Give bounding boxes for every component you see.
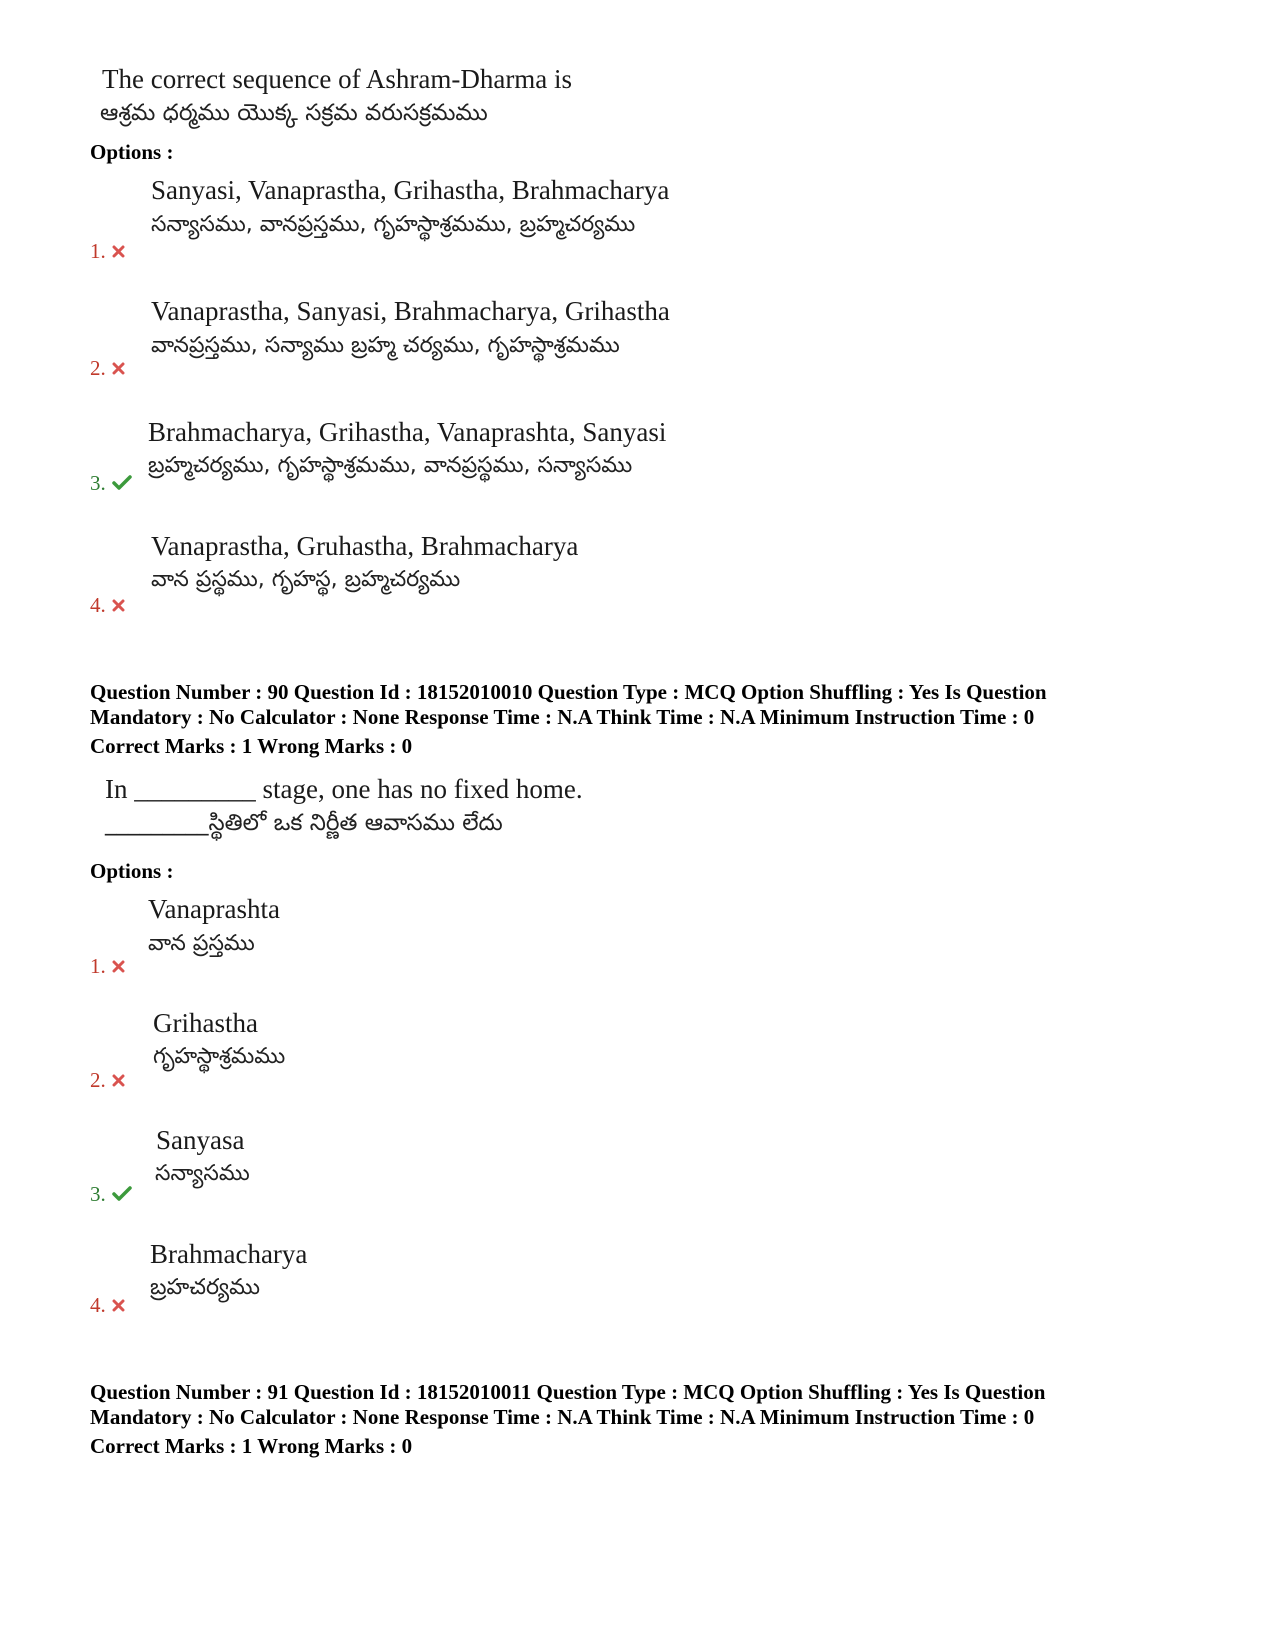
option-number: 1. [90,239,106,263]
option-text-te: వాన ప్రస్థము, గృహస్థ, బ్రహ్మచర్యము [151,567,461,592]
option-text-en: Sanyasi, Vanaprastha, Grihastha, Brahmacharya [151,175,670,205]
option-text-en: Vanaprastha, Sanyasi, Brahmacharya, Grihastha [151,296,670,326]
option-number: 4. [90,1293,106,1317]
options-label: Options : [90,859,174,883]
question-meta-line: Mandatory : No Calculator : None Response Time : N.A Think Time : N.A Minimum Instruction Time : 0 [90,1405,1035,1429]
option-number-correct [90,471,132,496]
option-number-correct [90,1182,132,1207]
option-text-te: వానప్రస్తము, సన్యాము బ్రహ్మ చర్యము, గృహస్థాశ్రమము [151,333,620,358]
question-meta [90,1380,1045,1459]
option-text-en: Vanaprashta [148,894,280,924]
option-text-en: Grihastha [153,1008,258,1038]
option-number: 3. [90,1182,106,1206]
question-meta-line: Question Number : 90 Question Id : 18152010010 Question Type : MCQ Option Shuffling : Yes Is Question [90,680,1047,704]
option-number: 4. [90,593,106,617]
check-icon [112,1182,132,1207]
option-number: 2. [90,1068,106,1092]
cross-icon [112,1293,125,1318]
question-meta-line: Question Number : 91 Question Id : 18152010011 Question Type : MCQ Option Shuffling : Yes Is Question [90,1380,1046,1404]
question-meta-line: Mandatory : No Calculator : None Response Time : N.A Think Time : N.A Minimum Instruction Time : 0 [90,705,1035,729]
option-number: 1. [90,954,106,978]
option-text-te: వాన ప్రస్తము [148,931,255,956]
question-89-text-en: The correct sequence of Ashram-Dharma is [102,64,573,94]
question-90-text-te: _________స్థితిలో ఒక నిర్ణీత ఆవాసము లేదు [105,810,503,836]
option-text-te: సన్యాసము [155,1161,250,1186]
option-number-wrong [90,356,125,381]
option-text-en: Vanaprastha, Gruhastha, Brahmacharya [151,531,579,561]
cross-icon [112,1068,125,1093]
question-89-text-te: ఆశ్రమ ధర్మము యొక్క సక్రమ వరుసక్రమము [100,100,488,126]
option-text-te: బ్రహచర్యము [150,1275,260,1300]
check-icon [112,471,132,496]
cross-icon [112,954,125,979]
question-marks: Correct Marks : 1 Wrong Marks : 0 [90,1434,413,1458]
cross-icon [112,356,125,381]
question-meta [90,680,1047,759]
cross-icon [112,593,125,618]
option-text-te: గృహస్థాశ్రమము [153,1044,286,1069]
question-marks: Correct Marks : 1 Wrong Marks : 0 [90,734,413,758]
option-text-en: Brahmacharya [150,1239,308,1269]
option-number-wrong [90,593,125,618]
option-text-te: బ్రహ్మచర్యము, గృహస్థాశ్రమము, వానప్రస్థము, సన్యాసము [148,453,633,478]
option-number: 2. [90,356,106,380]
option-text-en: Brahmacharya, Grihastha, Vanaprashta, Sanyasi [148,417,667,447]
option-number-wrong [90,239,125,264]
question-90-text-en: In _________ stage, one has no fixed home. [105,774,583,804]
option-text-te: సన్యాసము, వానప్రస్తము, గృహస్థాశ్రమము, బ్రహ్మచర్యము [151,212,636,237]
option-text-en: Sanyasa [156,1125,245,1155]
cross-icon [112,239,125,264]
option-number-wrong [90,1293,125,1318]
option-number-wrong [90,1068,125,1093]
option-number-wrong [90,954,125,979]
option-number: 3. [90,471,106,495]
options-label: Options : [90,140,174,164]
